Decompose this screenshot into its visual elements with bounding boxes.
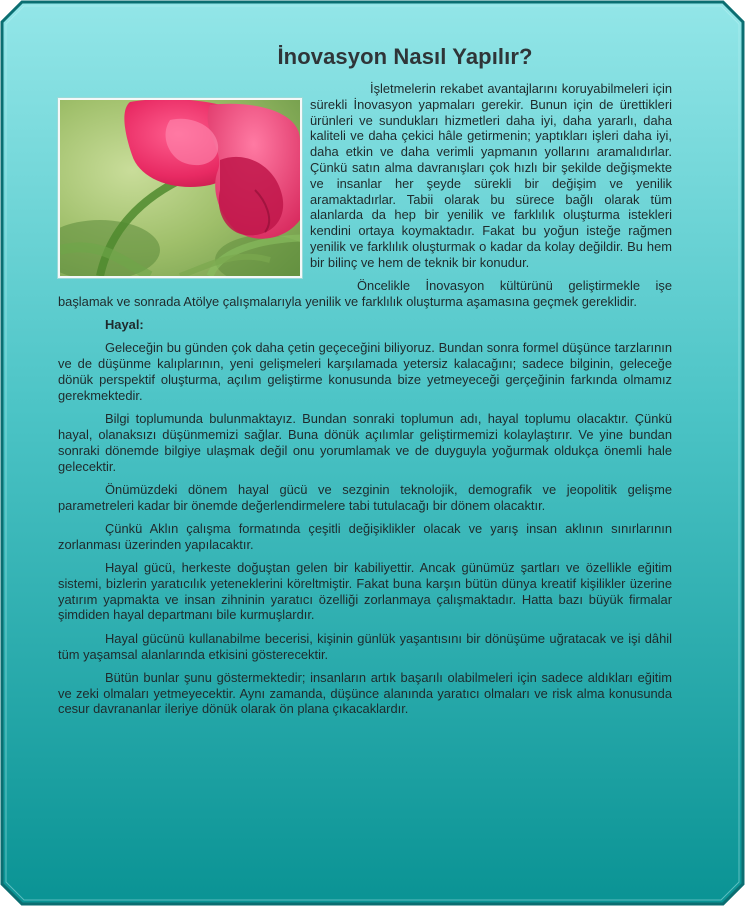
article <box>58 40 672 725</box>
rose-flower-icon <box>60 100 300 276</box>
paragraph-7: Hayal gücü, herkeste doğuştan gelen bir kabiliyettir. Ancak günümüz şartları ve özellikle eğitim sistemi, bizlerin yaratıcılık yeteneklerini köreltmiştir. Fakat buna karşın bütün dünya kreatif kişilikler üzerine yatırım yapmakta ve insan zihninin yaratıcı özelliği zorlanmaya çalışmaktadır. Hatta bazı büyük firmalar şimdiden hayal departmanı bile kurmuşlardır. <box>58 560 672 623</box>
paragraph-2: Öncelikle İnovasyon kültürünü geliştirmekle işe başlamak ve sonrada Atölye çalışmalarıyla yenilik ve farklılık oluşturma aşamasına geçmek gereklidir. <box>58 278 672 309</box>
paragraph-3: Geleceğin bu günden çok daha çetin geçeceğini biliyoruz. Bundan sonra formel düşünce tarzlarının ve de düşünme kalıplarının, yeni gelişmeleri karşılamada yetersiz kalacağını; sadece bilginin, geleceğe dönük perspektif oluşturma, açılım geliştirme konusunda bize yetmeyeceği gerçeğinin farkında olmamız gerekmektedir. <box>58 340 672 403</box>
paragraph-6: Çünkü Aklın çalışma formatında çeşitli değişiklikler olacak ve yarış insan aklının sınırlarının zorlanması üzerinden yapılacaktır. <box>58 520 672 552</box>
paragraph-8: Hayal gücünü kullanabilme becerisi, kişinin günlük yaşantısını bir dönüşüme uğratacak ve işi dâhil tüm yaşamsal alanlarında etkisini gösterecektir. <box>58 630 672 662</box>
intro-paragraph: İşletmelerin rekabet avantajlarını koruyabilmeleri için sürekli İnovasyon yapmaları gerekir. Bunun için de ürettikleri ürünleri ve sundukları hizmetleri daha iyi, daha yararlı, daha kaliteli ve daha çekici hâle getirmenin; yaptıkları işleri daha iyi, daha etkin ve daha verimli yapmanın yollarını aramalıdırlar. Çünkü satın alma davranışları çok hızlı bir şekilde değişmekte ve insanlar her şeyde sürekli bir değişim ve yenilik aramaktadırlar. Tabii olarak bu sürece bağlı olarak tüm alanlarda da hep bir yenilik ve farklılık oluşturma istekleri kendini ortaya koymaktadır. Fakat bu yoğun isteğe rağmen yenilik ve farklılık oluşturmak o kadar da kolay değildir. Bu hem bir bilinç ve hem de teknik bir konudur. <box>310 81 672 270</box>
paragraph-9: Bütün bunlar şunu göstermektedir; insanların artık başarılı olabilmeleri için sadece aldıkları eğitim ve zeki olmaları yetmeyecektir. Aynı zamanda, düşünce alanında yaratıcı olmaları ve risk alma konusunda cesur davrananlar ileriye dönük olarak ön plana çıkacaklardır. <box>58 669 672 717</box>
paragraph-5: Önümüzdeki dönem hayal gücü ve sezginin teknolojik, demografik ve jeopolitik gelişme parametreleri kadar bir önemde değerlendirmelere tabi tutulacağı bir dönem olacaktır. <box>58 481 672 513</box>
paragraph-4: Bilgi toplumunda bulunmaktayız. Bundan sonraki toplumun adı, hayal toplumu olacaktır. Çünkü hayal, olanaksızı düşünmemizi sağlar. Buna dönük açılımlar geliştirmemizi kolaylaştırır. Ve yine bundan sonraki dönemde bilgiye ulaşmak değil onu yorumlamak ve de duyguyla yoğurmak oldukça önemli hale gelecektir. <box>58 411 672 474</box>
page-title: İnovasyon Nasıl Yapılır? <box>277 44 533 69</box>
section-heading: Hayal: <box>105 317 144 333</box>
rose-photo <box>58 98 302 278</box>
